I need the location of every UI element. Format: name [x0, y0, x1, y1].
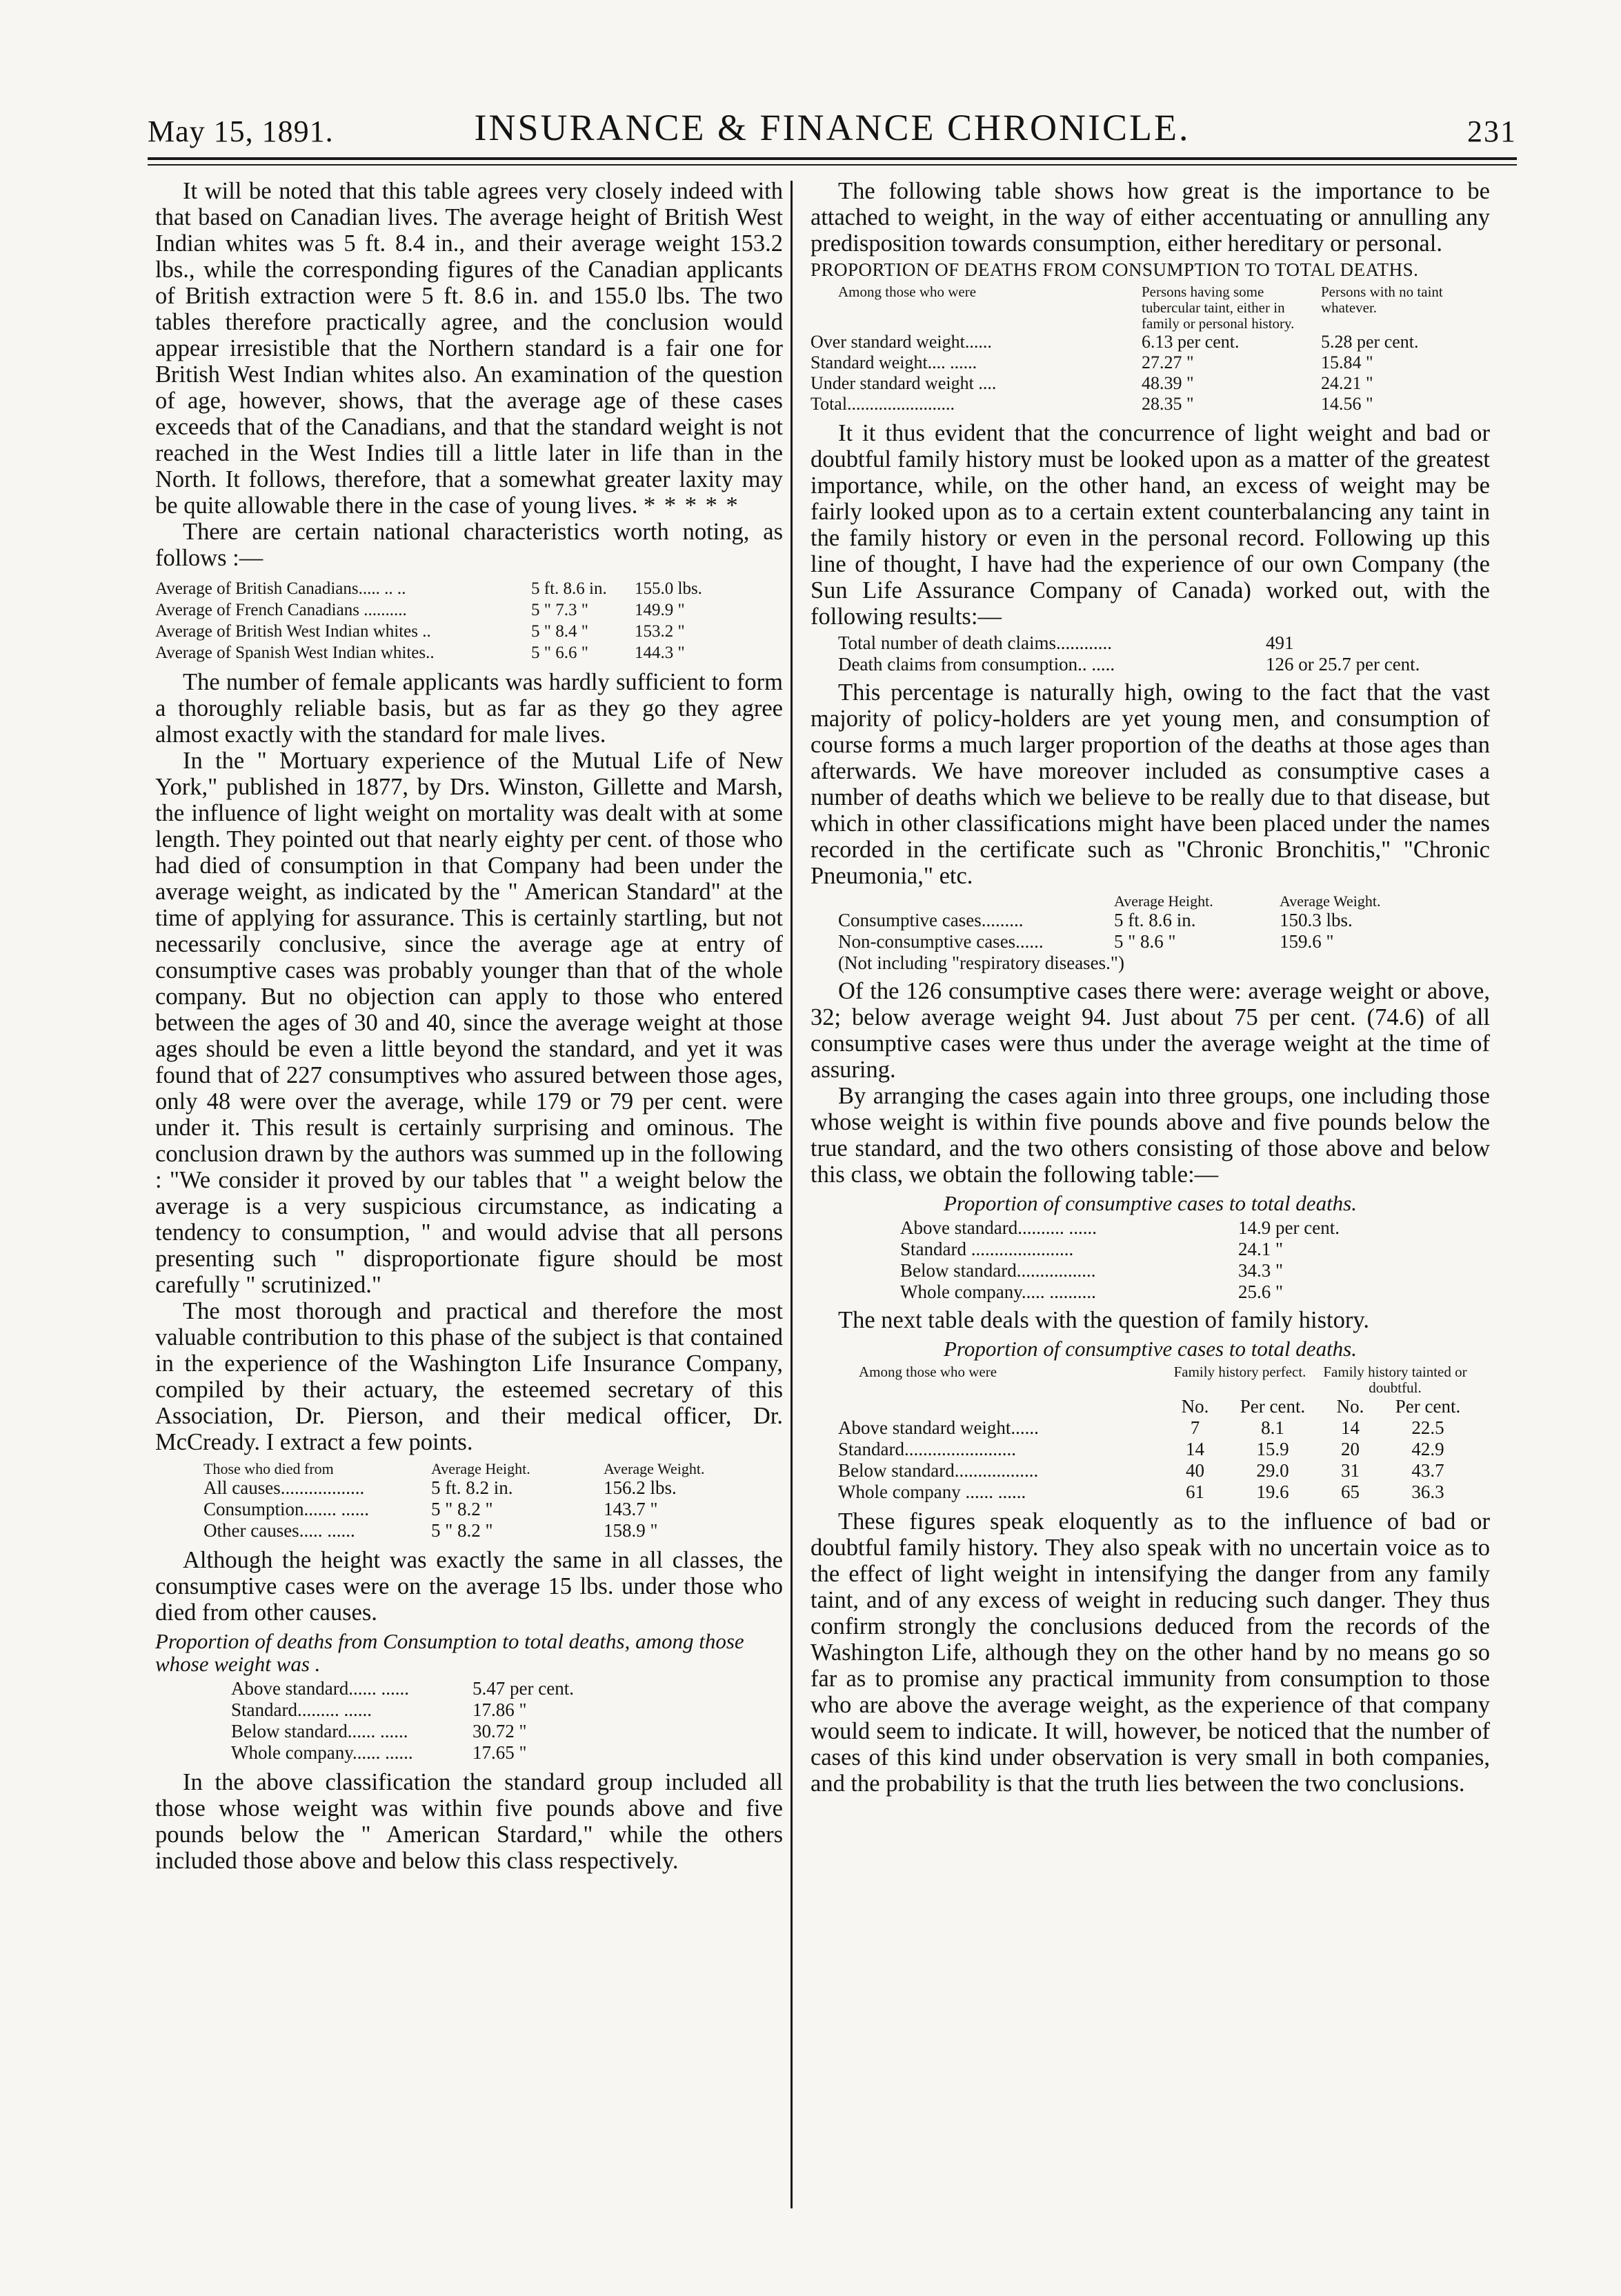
paragraph: This percentage is naturally high, owing to the fact that the vast majority of policy-holders are yet young men, and consumption of course forms a much larger proportion of the deaths at those ages than afterwards. We have moreover included as consumptive cases a number of deaths which we believe to be really due to that disease, but which in other classifications might have been placed under the names recorded in the certificate such as "Chronic Bronchitis," "Chronic Pneumonia," etc.	[810, 679, 1490, 889]
table-row: Whole company..... .......... 25.6 "	[900, 1281, 1284, 1302]
table-header: Among those who were Persons having some tubercular taint, either in family or personal history. Persons with no taint whatever.	[838, 283, 1443, 332]
paragraph: The following table shows how great is the importance to be attached to weight, in the way of either accentuating or annulling any predisposition towards consumption, either hereditary or personal.	[810, 178, 1490, 257]
table-row: Above standard...... ...... 5.47 per cent.	[231, 1678, 574, 1699]
table-row: Consumption....... ...... 5 " 8.2 " 143.7 "	[203, 1499, 658, 1519]
table-row: Other causes..... ...... 5 " 8.2 " 158.9 "	[203, 1520, 658, 1541]
washington-life-table	[203, 1461, 704, 1541]
table-header: Those who died from Average Height. Average Weight.	[203, 1460, 705, 1477]
table-row: Below standard...... ...... 30.72 "	[231, 1721, 527, 1741]
table-note: (Not including "respiratory diseases.")	[838, 952, 1124, 973]
table-row: Average of British Canadians..... .. .. 5 ft. 8.6 in. 155.0 lbs.	[155, 579, 702, 598]
table-header: Among those who were Family history perfect. Family history tainted or doubtful.	[859, 1364, 1467, 1396]
masthead	[148, 107, 1517, 149]
paragraph: In the above classification the standard group included all those whose weight was within five pounds above and five pounds below the " American Stardard," while the others included those above and below this class respectively.	[155, 1769, 783, 1874]
table-row: Above standard weight...... 7 8.1 14 22.5	[838, 1417, 1444, 1438]
page-number: 231	[1467, 114, 1517, 148]
consumptive-proportion-table	[900, 1217, 1340, 1303]
table-row: Under standard weight .... 48.39 " 24.21 "	[810, 373, 1373, 393]
table-caption: Proportion of consumptive cases to total deaths.	[944, 1191, 1357, 1215]
table-row: Death claims from consumption.. ..... 126 or 25.7 per cent.	[838, 654, 1420, 675]
table-subheader: No. Per cent. No. Per cent.	[1181, 1396, 1461, 1417]
table-row: Total........................ 28.35 " 14.56 "	[810, 394, 1373, 414]
table-row: Non-consumptive cases...... 5 " 8.6 " 159.6 "	[838, 931, 1334, 952]
average-height-weight-table	[838, 893, 1380, 974]
table-row: Consumptive cases......... 5 ft. 8.6 in. 150.3 lbs.	[838, 910, 1353, 930]
paragraph: These figures speak eloquently as to the influence of bad or doubtful family history. They also speak with no uncertain voice as to the effect of light weight in intensifying the danger from any family taint, and of any excess of weight in reducing such danger. They thus confirm strongly the conclusions deduced from the records of the Washington Life, although they on the other hand by no means go so far as to promise any practical immunity from consumption to those who are above the average weight, as the experience of that company would seem to indicate. It will, however, be noticed that the number of cases of this kind under observation is very small in both companies, and the probability is that the truth lies between the two conclusions.	[810, 1508, 1490, 1797]
paragraph: There are certain national characteristics worth noting, as follows :—	[155, 519, 783, 571]
table-row: Standard........................ 14 15.9 20 42.9	[838, 1439, 1444, 1459]
table-row: Standard weight.... ...... 27.27 " 15.84 "	[810, 352, 1373, 372]
table-title: PROPORTION OF DEATHS FROM CONSUMPTION TO TOTAL DEATHS.	[810, 259, 1419, 280]
table-row: Average of Spanish West Indian whites.. 5 " 6.6 " 144.3 "	[155, 643, 685, 662]
paragraph: The most thorough and practical and therefore the most valuable contribution to this phase of the subject is that contained in the experience of the Washington Life Insurance Company, compiled by their actuary, the esteemed secretary of this Association, Dr. Pierson, and their medical officer, Dr. McCready. I extract a few points.	[155, 1298, 783, 1455]
paragraph: By arranging the cases again into three groups, one including those whose weight is within five pounds above and five pounds below the true standard, and the two others consisting of those above and below this class, we obtain the following table:—	[810, 1083, 1490, 1188]
table-row: Total number of death claims............ 491	[838, 632, 1294, 653]
table-row: Below standard................. 34.3 "	[900, 1260, 1284, 1281]
sun-life-table	[838, 632, 1420, 675]
paragraph: The next table deals with the question of family history.	[838, 1307, 1370, 1333]
table-row: Over standard weight...... 6.13 per cent. 5.28 per cent.	[810, 332, 1419, 352]
paragraph: It it thus evident that the concurrence of light weight and bad or doubtful family history must be looked upon as a matter of the greatest importance, while, on the other hand, an excess of weight may be fairly looked upon as to a certain extent counterbalancing any taint in the family history or even in the personal record. Following up this line of thought, I have had the experience of our own Company (the Sun Life Assurance Company of Canada) worked out, with the following results:—	[810, 420, 1490, 630]
paragraph: Of the 126 consumptive cases there were: average weight or above, 32; below average weight 94. Just about 75 per cent. (74.6) of all consumptive cases were thus under the average weight at the time of assuring.	[810, 978, 1490, 1083]
header-rule-thick	[148, 157, 1517, 160]
table-caption: Proportion of consumptive cases to total deaths.	[944, 1337, 1357, 1361]
table-caption: Proportion of deaths from Consumption to total deaths, among those whose weight was .	[155, 1629, 744, 1676]
left-column	[155, 178, 783, 1874]
table-row: Above standard.......... ...... 14.9 per cent.	[900, 1217, 1340, 1238]
table-row: Whole company ...... ...... 61 19.6 65 36.3	[838, 1481, 1444, 1502]
national-characteristics-table	[155, 578, 702, 663]
standard-weight-table	[810, 284, 1452, 415]
table-row: Standard ...................... 24.1 "	[900, 1239, 1284, 1259]
paragraph: Although the height was exactly the same in all classes, the consumptive cases were on the average 15 lbs. under those who died from other causes.	[155, 1547, 783, 1626]
right-column	[810, 178, 1490, 1797]
table-row: Below standard.................. 40 29.0 31 43.7	[838, 1460, 1444, 1481]
header-rule-thin	[148, 164, 1517, 166]
paragraph: The number of female applicants was hardly sufficient to form a thoroughly reliable basis, but as far as they go they agree almost exactly with the standard for male lives.	[155, 669, 783, 748]
table-header: Average Height. Average Weight.	[1114, 892, 1381, 910]
paragraph: It will be noted that this table agrees very closely indeed with that based on Canadian lives. The average height of British West Indian whites was 5 ft. 8.4 in., and their average weight 153.2 lbs., while the corresponding figures of the Canadian applicants of British extraction were 5 ft. 8.6 in. and 155.0 lbs. The two tables therefore practically agree, and the conclusion would appear irresistible that the Northern standard is a fair one for British West Indian whites also. An examination of the question of age, however, shows, that the average age of these cases exceeds that of the Canadians, and that the standard weight is not reached in the West Indies till a little later in life than in the North. It follows, therefore, that a somewhat greater laxity may be quite allowable there in the case of young lives. * * * * *	[155, 178, 783, 519]
column-separator	[790, 181, 793, 2208]
issue-date: May 15, 1891.	[148, 114, 334, 148]
table-row: Standard......... ...... 17.86 "	[231, 1699, 527, 1720]
paragraph: In the " Mortuary experience of the Mutual Life of New York," published in 1877, by Drs. Winston, Gillette and Marsh, the influence of light weight on mortality was dealt with at some length. They pointed out that nearly eighty per cent. of those who had died of consumption in that Company had been under the average weight, as indicated by the " American Standard" at the time of applying for assurance. This is certainly startling, but not necessarily conclusive, since the average age at entry of consumptive cases was probably younger than that of the whole company. But no objection can apply to those who entered between the ages of 30 and 40, since the average weight at those ages should be even a little beyond the standard, and yet it was found that of 227 consumptives who assured between those ages, only 48 were over the average, while 179 or 79 per cent. were under it. This result is certainly surprising and ominous. The conclusion drawn by the authors was summed up in the following : "We consider it proved by our tables that " a weight below the average is a very suspicious circumstance, as indicating a tendency to consumption, " and would advise that all persons presenting such " disproportionate figure should be most carefully " scrutinized."	[155, 748, 783, 1298]
family-history-table	[838, 1364, 1473, 1503]
table-row: All causes.................. 5 ft. 8.2 in. 156.2 lbs.	[203, 1477, 677, 1498]
publication-title: INSURANCE & FINANCE CHRONICLE.	[474, 107, 1191, 148]
proportion-table	[231, 1678, 574, 1764]
table-row: Average of British West Indian whites .. 5 " 8.4 " 153.2 "	[155, 622, 685, 641]
table-row: Whole company...... ...... 17.65 "	[231, 1742, 527, 1763]
table-row: Average of French Canadians .......... 5 " 7.3 " 149.9 "	[155, 601, 685, 619]
